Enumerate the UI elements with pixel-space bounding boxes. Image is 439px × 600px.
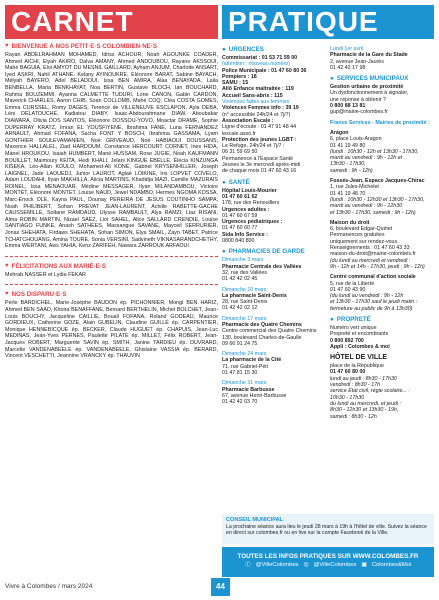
instagram-icon: ◎ xyxy=(303,562,309,568)
facebook-icon: ⓕ xyxy=(244,562,251,568)
heart-icon: ♥ xyxy=(5,291,9,298)
urgences-title: ● URGENCES xyxy=(222,46,264,53)
instagram-link[interactable]: @VilleColombes xyxy=(313,562,357,568)
hotel-title: HÔTEL DE VILLE xyxy=(330,354,388,362)
pharmacies-title: ● PHARMACIES DE GARDE xyxy=(222,248,305,256)
pharmacy-entry: Dimanche 24 mars La pharmacie de la Cité 71, rue Gabriel-Péri 01 47 81 15 30 xyxy=(222,351,282,377)
pratique-header: PRATIQUE xyxy=(222,5,434,39)
sante-title: ● SANTÉ xyxy=(222,178,250,186)
social-links xyxy=(222,561,434,570)
marriages-list: Mehrab NASSER et Lydia FEKAR xyxy=(5,271,86,278)
deaths-title: ♥ NOS DISPARU·E·S xyxy=(5,291,67,299)
hotel-info: place de la République 01 47 60 80 00 lundi au jeudi : 8h30 - 17h30 vendredi : 8h30 - 17h service Etat civil, régie scolaire... : 10h30 - 17h30 du lundi au mercredi, et jeudi : 8h30 - 12h30 et 13h30 - 19h, samedi : 8h30 - 12h xyxy=(330,363,410,420)
services-title: ● SERVICES MUNICIPAUX xyxy=(330,75,409,83)
divider xyxy=(5,256,218,257)
chevron-icon: ● xyxy=(222,248,226,256)
app-icon: ▣ xyxy=(361,562,367,568)
conseil-box xyxy=(222,514,434,544)
proprete-title: ● PROPRETÉ xyxy=(330,315,371,323)
pratique-col-1 xyxy=(222,46,328,511)
heart-icon: ♥ xyxy=(5,43,9,49)
pharmacy-entry: Dimanche 17 mars Pharmacie des Quatre Chemins Centre commercial des Quatre Chemins 130, boulevard Charles-de-Gaulle 09 66 91 24 75 xyxy=(222,315,317,347)
proprete-info: Numéro vert unique Propreté et encombrants 0 800 892 700 Appli : Colombes & moi xyxy=(330,324,390,350)
heart-icon: ♥ xyxy=(5,262,9,269)
infos-url[interactable]: TOUTES LES INFOS PRATIQUES SUR WWW.COLOMBES.FR xyxy=(237,553,419,560)
aragon-info: Aragon 6, place Louis-Aragon 01 41 19 49 80 (lundi : 10h30 - 12h et 13h30 - 17h30, mardi au vendredi : 9h - 12h et 13h30 - 17h30, samedi : 9h - 12h) xyxy=(330,129,419,174)
facebook-link[interactable]: @VilleColombes xyxy=(255,562,299,568)
france-services-title: France Services - Mairies de proximité : xyxy=(330,119,430,126)
chevron-icon: ● xyxy=(330,315,334,323)
carnet-header: CARNET xyxy=(5,5,218,39)
droit-info: Maison du droit 6, boulevard Edgar-Quinet Permanences gratuites uniquement sur rendez-vous. Renseignements : 01 47 60 43 33 maison-du-droit@mairie-colombes.fr (du lundi au mercredi et vendredi : 9h - 12h et 14h - 17h30, jeudi : 9h - 12h) xyxy=(330,219,425,270)
chevron-icon: ● xyxy=(222,46,226,53)
urgences-list: Commissariat : 01 53 71 59 00 (attention : nouveau numéro) Police Municipale : 01 47 60 80 36 Pompiers : 18 SAMU : 15 Allô Enfance maltraitée : 119 Accueil Sans-abris : 115 Violences faites aux femmes Violences Femmes info : 39 19 (n° accessible 24h/24 et 7j/7) Association Escale : Ligne d'écoute : 01 47 91 48 44 lescale.asso.fr Protection des jeunes LGBT : Le Refuge, 24h/24 et 7j/7 : 06 31 59 69 50 Permanence à l'Espace Santé Jeunes le 3e mercredi après-midi de chaque mois 01 47 60 43 16 xyxy=(222,55,307,175)
page-footer: Vivre à Colombes / mars 2024 xyxy=(5,583,93,590)
births-list: Rayan ABDELRAHMAN MOHAMED, Idriss ACHOUR, Noah AGOUNKE COADER, Ahmed AICHI, Elyah AKIRO, Dalva AMANY, Ahmed ANDOUBOU, Rayane AKSSOUI, Mahé BAGUIA, Eloi AMYOT DU MESNIL GAILLARD, Ayham ANJUM, Charlotte ANSART, Iyed ASKRI, Nahil ATHANE, Kelany AYINOUKRE, Eléonore BARAT, Sabine BAYACH, Mélyah BAYERO, Adel BELADOUI, Issa BEN AMIRA, Alaa BENAYADA, Laila BENBELLA, Maria BENKHAYAT, Noa BERTIN, Gustave BLOCH, Ian BOUCHARD, Rahma BOUZEMMI, Ayanna CALMETTE TUDURI, Lone CANON, Gabin CARDON, Maverick CHARLES, Aaron CHIB, Soan COLLOMB, Mahé COQ, Cléa COSTA GOMES, Emma CURSSEL, Romy DAGES, Terence de VILLENEUVE ESCLAPON, Ayla DEBA, Léni DELATOUCHE, Kadiatou DIABY, Isaac-Abdourahmane DIAW, Aboubakar DIAWARA, Olivia DOS SANTOS, Eléonore DOSSOU-YOVO, Moactar DRAME, Sophie DUPERRAY KRATZ, Imran EL YOUSFIYENE, Ibrahima FANE, Luna FERNANDEZ ARNAULT, Ahmad FOFANA, Sacha FONT Y BOSCH, Ibrahima GASSAMA, Lyam GONTHIER SOULEVAMANIEN, Noé GRIVEAUD, Noé HABIAOUI DOUSSANS, Maxence HALLALEL, Ziad HARDOUM, Constance HERCOURT CORNET, Ines HIDA, Manel HROUKOU, Isaiah HUMBERT, Mané HUSSAM, Rose JUGIE, Noah KAUFMANN BOUILLET, Maimoury KEITA, Hedi KHALI, Jelani KINGUE EBELLE, Élécia KINZUNGA KISEKA, Léo-Allan KOULO, Mohamed-Ali KONE, Gabriel KRYSENHILLER, Joseph LAIGNEL, Jade LAOUEDJ, Junior LAUROT, Aglaé LOIKINE, Iris LOPVET COVELO, Adam LOUDAHI, Ilyan MAKHILLA, Alicia MARTINS, Khadidja MAZI, Camille MAZURAIS ROINEL, Issa MENAOUAR, Médine MESSAGER, Ilyan MILANDAMBOU, Victoire MONTET, Eléonore MONTET, Louise NAUD, Jewel NDAMBO, Hermes NGOMA KOSSA, Marc-Enock OLE, Kayna PAUL, Dounay PEREIRA DE JESUS COUTINHO SAMPA, Noah PHILIBERT, Sohan PREVAT JEAN-LAURENT, Achille RABETTE-GACHE CAUSSEMILLE, Soltane RAMDAUD, Ulysse RAMBAULT, Alya RAMZI, Liaz RISANI, Alma ROBIN MARTIN, Nizael SAEZ, Lior SAHEL, Alice SALLARD CRENDIE, Louise SANTIAGO FUNKE, Anash SATHEES, Massangue SAVANE, Mayceil SERRURIER, Jonas SHEHATA, Firdaws SHEHATA, Sohan SIMON, Elya SMAIL, Zayn TABET, Patrice TCHATCHOUANG, Amina TOURE, Sonia VERSINI, Sadvineth VIKNASARANDCHETHY, Emma WERTANI, Aws YAHIA, Kenz ZARIFEH, Nawara ZARROUK ARFAOUI xyxy=(5,52,218,250)
pharmacy-entry: Dimanche 3 mars Pharmacie Centrale des Vallées 32, rue des Vallées 01 42 42 02 45 xyxy=(222,257,302,283)
carnet-column xyxy=(5,43,218,578)
chevron-icon: ● xyxy=(330,75,334,83)
divider xyxy=(5,284,218,285)
pharmacy-entry-april: Lundi 1er avril Pharmacie de la Gare du Stade 2, avenue Jean-Jaurès 01 42 42 17 98 xyxy=(330,46,408,71)
pharmacy-entry: Dimanche 10 mars La pharmacie Saint-Denis 28, rue Saint-Denis 01 42 42 02 12 xyxy=(222,286,287,312)
fosses-info: Fossés-Jean, Espace Jacques-Chirac 1, rue Jules-Michelet 01 41 19 48 70 (lundi : 10h30 - 12h30 et 13h30 - 17h30, mardi au vendredi : 9h - 12h30 et 13h30 - 17h30, samedi : 9h - 12h) xyxy=(330,178,425,216)
chevron-icon: ● xyxy=(222,178,226,186)
app-link[interactable]: Colombes&Moi xyxy=(371,562,412,568)
marriages-title: ♥ FÉLICITATIONS AUX MARIÉ·E·S xyxy=(5,262,106,270)
ccas-info: Centre communal d'action sociale 5, rue de la Liberté 01 47 60 43 90 (du lundi au vendredi : 9h - 12h et 13h30 - 17h30 sauf le jeudi matin : fermeture au public de 9h à 13h30) xyxy=(330,274,418,312)
pratique-col-2 xyxy=(330,46,434,511)
pharmacy-entry: Dimanche 31 mars Pharmacie Barbusse 67, avenue Henri-Barbusse 01 42 42 03 70 xyxy=(222,380,287,406)
infos-banner xyxy=(222,547,434,577)
conseil-title: CONSEIL MUNICIPAL xyxy=(226,517,283,523)
sante-list: Hôpital Louis-Mourier 01 47 60 61 62 178, rue des Renouillers Urgences adultes : 01 47 60 67 59 Urgences pédiatriques : 01 47 60 60 77 Sida Info Service : 0800 840 800 xyxy=(222,187,283,245)
gup-info: Gestion urbaine de proximité Un dysfonctionnement à signaler, une réponse à obtenir ? 0 800 88 13 81 gup@mairie-colombes.fr xyxy=(330,84,409,116)
conseil-text: La prochaine séance aura lieu le jeudi 28 mars à 19h à l'hôtel de ville. Suivez la séance en direct sur colombes.fr ou en live sur la compte Facebook de la Ville. xyxy=(226,523,427,536)
births-title: ♥ BIENVENUE À NOS PETIT·E·S COLOMBIEN·NE·S xyxy=(5,43,157,50)
page-number: 44 xyxy=(211,578,230,596)
deaths-list: Perle BARDICHEL, Marie-Joséphe BAUDON ép. PICHONNIER, Mongi BEN HARIZ, Ahmed BEN SAAD, Khoira BENAFFANE, Bernard BERTHELIN, Michel BOLCHET, Jean-Louis BOUCHY, Jacqueline CAILLIE, Bouali FOFANA, Roland GODEAU, Maurice GORDIEUX, Catherine GOZE, Alain GUBELIN, Claudine GUILLÉ ép. CARPENTIER, Monique HENNEBICQUE ép. BECKER, Claude HUGUET ép. CHAPUIS, Jean-Luc MEDINAS, Jean-Yves PERNES, Paulette PILATE ép. MILLET, Félix ROBERT, Jean-Jacques ROBERT, Marguerite SAVIN ép. SMITH, Janine TARDIEU ép. DUVRARD, Marcelle VANDENABEELE ép. VANDENABEELE, Ghislaine VASSIA ép. BERARD, Vincent VESCHETTI, Jeannine VRANCKY ép. THAUVIN xyxy=(5,300,218,360)
